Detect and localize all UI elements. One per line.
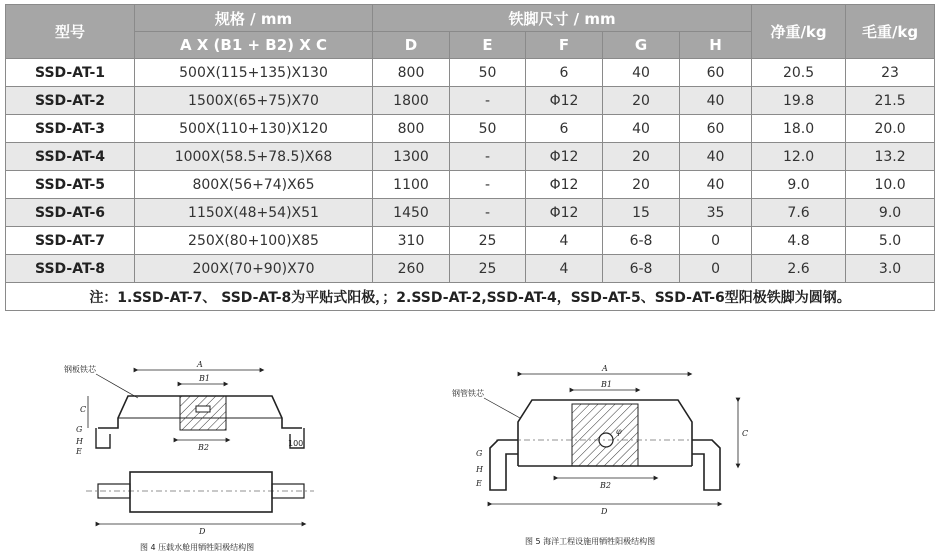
cell-d: 1800 xyxy=(373,87,450,115)
cell-h: 40 xyxy=(680,143,752,171)
cell-g: 20 xyxy=(603,171,680,199)
fig4-callout: 钢板铁芯 xyxy=(64,365,96,374)
table-row xyxy=(6,87,935,115)
cell-e: - xyxy=(450,171,526,199)
cell-g: 15 xyxy=(603,199,680,227)
spec-table xyxy=(5,4,935,311)
figure-5 xyxy=(452,364,748,546)
header-col-h: H xyxy=(680,32,752,59)
table-note: 注：1.SSD-AT-7、 SSD-AT-8为平贴式阳极，；2.SSD-AT-2,SSD-AT-4，SSD-AT-5、SSD-AT-6型阳极铁脚为圆钢。 xyxy=(6,283,935,311)
cell-g: 6-8 xyxy=(603,255,680,283)
cell-net: 19.8 xyxy=(752,87,846,115)
cell-gross: 20.0 xyxy=(846,115,935,143)
cell-h: 40 xyxy=(680,87,752,115)
table-row xyxy=(6,199,935,227)
cell-spec: 1500X(65+75)X70 xyxy=(135,87,373,115)
cell-net: 12.0 xyxy=(752,143,846,171)
header-col-g: G xyxy=(603,32,680,59)
cell-model: SSD-AT-4 xyxy=(6,143,135,171)
fig4-dim-e: E xyxy=(76,447,82,456)
fig5-dim-c: C xyxy=(742,429,749,438)
fig4-dim-c: C xyxy=(80,405,87,414)
cell-d: 260 xyxy=(373,255,450,283)
cell-e: - xyxy=(450,87,526,115)
cell-e: - xyxy=(450,199,526,227)
header-model: 型号 xyxy=(6,5,135,59)
cell-f: 4 xyxy=(526,255,603,283)
fig4-dim-b2: B2 xyxy=(198,443,209,452)
cell-e: 25 xyxy=(450,227,526,255)
cell-model: SSD-AT-5 xyxy=(6,171,135,199)
header-col-f: F xyxy=(526,32,603,59)
cell-f: Φ12 xyxy=(526,143,603,171)
cell-net: 20.5 xyxy=(752,59,846,87)
fig5-dim-a: A xyxy=(602,364,608,373)
fig4-caption: 图 4 压载水舱用牺牲阳极结构图 xyxy=(140,543,255,552)
cell-model: SSD-AT-1 xyxy=(6,59,135,87)
cell-h: 0 xyxy=(680,255,752,283)
cell-f: Φ12 xyxy=(526,199,603,227)
cell-net: 18.0 xyxy=(752,115,846,143)
table-body xyxy=(6,59,935,283)
cell-f: Φ12 xyxy=(526,171,603,199)
header-net: 净重/kg xyxy=(752,5,846,59)
table-row xyxy=(6,255,935,283)
fig5-dim-g: G xyxy=(476,449,483,458)
cell-e: 50 xyxy=(450,59,526,87)
cell-d: 1100 xyxy=(373,171,450,199)
cell-net: 7.6 xyxy=(752,199,846,227)
fig5-dim-h: H xyxy=(476,465,483,474)
cell-net: 9.0 xyxy=(752,171,846,199)
header-spec-sub: A X (B1 + B2) X C xyxy=(135,32,373,59)
cell-model: SSD-AT-6 xyxy=(6,199,135,227)
cell-spec: 1000X(58.5+78.5)X68 xyxy=(135,143,373,171)
cell-net: 4.8 xyxy=(752,227,846,255)
figure-4 xyxy=(64,360,314,552)
fig5-dim-phi: φ xyxy=(616,427,622,436)
cell-spec: 200X(70+90)X70 xyxy=(135,255,373,283)
cell-spec: 1150X(48+54)X51 xyxy=(135,199,373,227)
table-row xyxy=(6,227,935,255)
fig4-dim-g: G xyxy=(76,425,83,434)
cell-e: 50 xyxy=(450,115,526,143)
fig5-caption: 图 5 海洋工程设施用牺牲阳极结构图 xyxy=(525,537,656,546)
cell-f: Φ12 xyxy=(526,87,603,115)
fig4-dim-a: A xyxy=(197,360,203,369)
cell-net: 2.6 xyxy=(752,255,846,283)
cell-spec: 500X(110+130)X120 xyxy=(135,115,373,143)
cell-d: 310 xyxy=(373,227,450,255)
header-spec: 规格 / mm xyxy=(135,5,373,32)
cell-gross: 13.2 xyxy=(846,143,935,171)
cell-h: 60 xyxy=(680,115,752,143)
cell-spec: 250X(80+100)X85 xyxy=(135,227,373,255)
cell-g: 20 xyxy=(603,87,680,115)
cell-d: 800 xyxy=(373,59,450,87)
cell-gross: 9.0 xyxy=(846,199,935,227)
cell-g: 6-8 xyxy=(603,227,680,255)
cell-d: 1300 xyxy=(373,143,450,171)
cell-f: 6 xyxy=(526,59,603,87)
cell-h: 35 xyxy=(680,199,752,227)
fig5-dim-b2: B2 xyxy=(600,481,611,490)
structure-drawings xyxy=(0,340,940,558)
cell-model: SSD-AT-8 xyxy=(6,255,135,283)
cell-d: 1450 xyxy=(373,199,450,227)
cell-model: SSD-AT-2 xyxy=(6,87,135,115)
cell-gross: 21.5 xyxy=(846,87,935,115)
cell-f: 6 xyxy=(526,115,603,143)
fig5-dim-d: D xyxy=(601,507,608,516)
table-row xyxy=(6,171,935,199)
fig4-dim-b1: B1 xyxy=(199,374,210,383)
cell-gross: 10.0 xyxy=(846,171,935,199)
header-col-e: E xyxy=(450,32,526,59)
cell-h: 60 xyxy=(680,59,752,87)
cell-e: 25 xyxy=(450,255,526,283)
fig4-dim-h: H xyxy=(76,437,83,446)
header-gross: 毛重/kg xyxy=(846,5,935,59)
fig4-dim-width: 100 xyxy=(288,439,304,448)
fig4-dim-d: D xyxy=(199,527,206,536)
cell-spec: 800X(56+74)X65 xyxy=(135,171,373,199)
cell-h: 0 xyxy=(680,227,752,255)
cell-e: - xyxy=(450,143,526,171)
header-col-d: D xyxy=(373,32,450,59)
cell-gross: 5.0 xyxy=(846,227,935,255)
cell-gross: 23 xyxy=(846,59,935,87)
table-row xyxy=(6,59,935,87)
fig5-callout: 钢管铁芯 xyxy=(452,389,484,398)
cell-g: 40 xyxy=(603,115,680,143)
cell-d: 800 xyxy=(373,115,450,143)
cell-g: 40 xyxy=(603,59,680,87)
fig5-dim-e: E xyxy=(476,479,482,488)
cell-f: 4 xyxy=(526,227,603,255)
cell-model: SSD-AT-7 xyxy=(6,227,135,255)
table-row xyxy=(6,143,935,171)
cell-h: 40 xyxy=(680,171,752,199)
header-feet: 铁脚尺寸 / mm xyxy=(373,5,752,32)
table-row xyxy=(6,115,935,143)
cell-model: SSD-AT-3 xyxy=(6,115,135,143)
cell-g: 20 xyxy=(603,143,680,171)
cell-spec: 500X(115+135)X130 xyxy=(135,59,373,87)
fig5-dim-b1: B1 xyxy=(601,380,612,389)
cell-gross: 3.0 xyxy=(846,255,935,283)
